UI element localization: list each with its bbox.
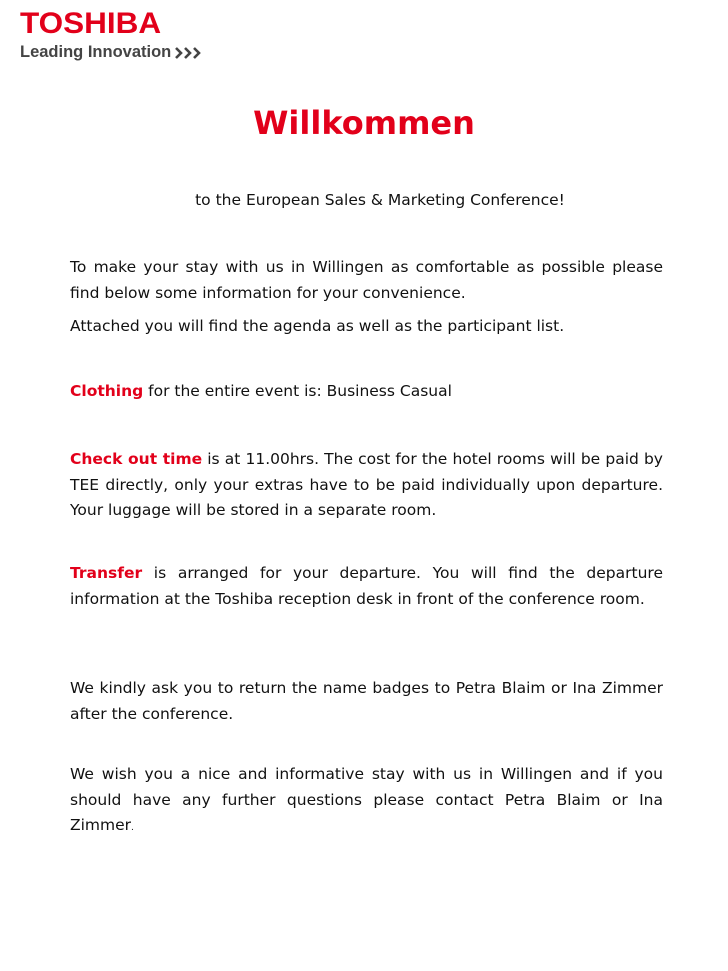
- transfer-paragraph: [70, 561, 663, 612]
- clothing-paragraph: [70, 379, 663, 405]
- clothing-text: for the entire event is: Business Casual: [143, 382, 452, 400]
- closing-paragraph: [70, 762, 663, 842]
- transfer-keyword: Transfer: [70, 564, 143, 582]
- intro-paragraph: To make your stay with us in Willingen as comfortable as possible please find below some information for your convenience.: [70, 258, 663, 302]
- logo-tagline: Leading Innovation: [20, 43, 172, 61]
- checkout-paragraph: [70, 447, 663, 524]
- badges-paragraph: We kindly ask you to return the name badges to Petra Blaim or Ina Zimmer after the conference.: [70, 679, 663, 723]
- page-subtitle: to the European Sales & Marketing Conference!: [195, 191, 565, 209]
- clothing-keyword: Clothing: [70, 382, 144, 400]
- checkout-text: is at 11.00hrs. The cost for the hotel rooms will be paid by TEE directly, only your extras have to be paid individually upon departure. Your luggage will be stored in a separate room.: [70, 450, 663, 519]
- toshiba-logo: [20, 8, 202, 62]
- checkout-keyword: Check out time: [70, 450, 203, 468]
- attachment-paragraph: Attached you will find the agenda as well as the participant list.: [70, 317, 565, 335]
- transfer-text: is arranged for your departure. You will find the departure information at the Toshiba reception desk in front of the conference room.: [70, 564, 663, 608]
- closing-text: We wish you a nice and informative stay with us in Willingen and if you should have any further questions please contact Petra Blaim or Ina Zimmer: [70, 765, 663, 834]
- triple-chevron-right-icon: [174, 46, 202, 60]
- page-title: Willkommen: [253, 104, 475, 142]
- closing-end-mark: .: [131, 823, 134, 833]
- logo-tagline-row: [20, 43, 202, 62]
- logo-brand: TOSHIBA: [20, 7, 162, 40]
